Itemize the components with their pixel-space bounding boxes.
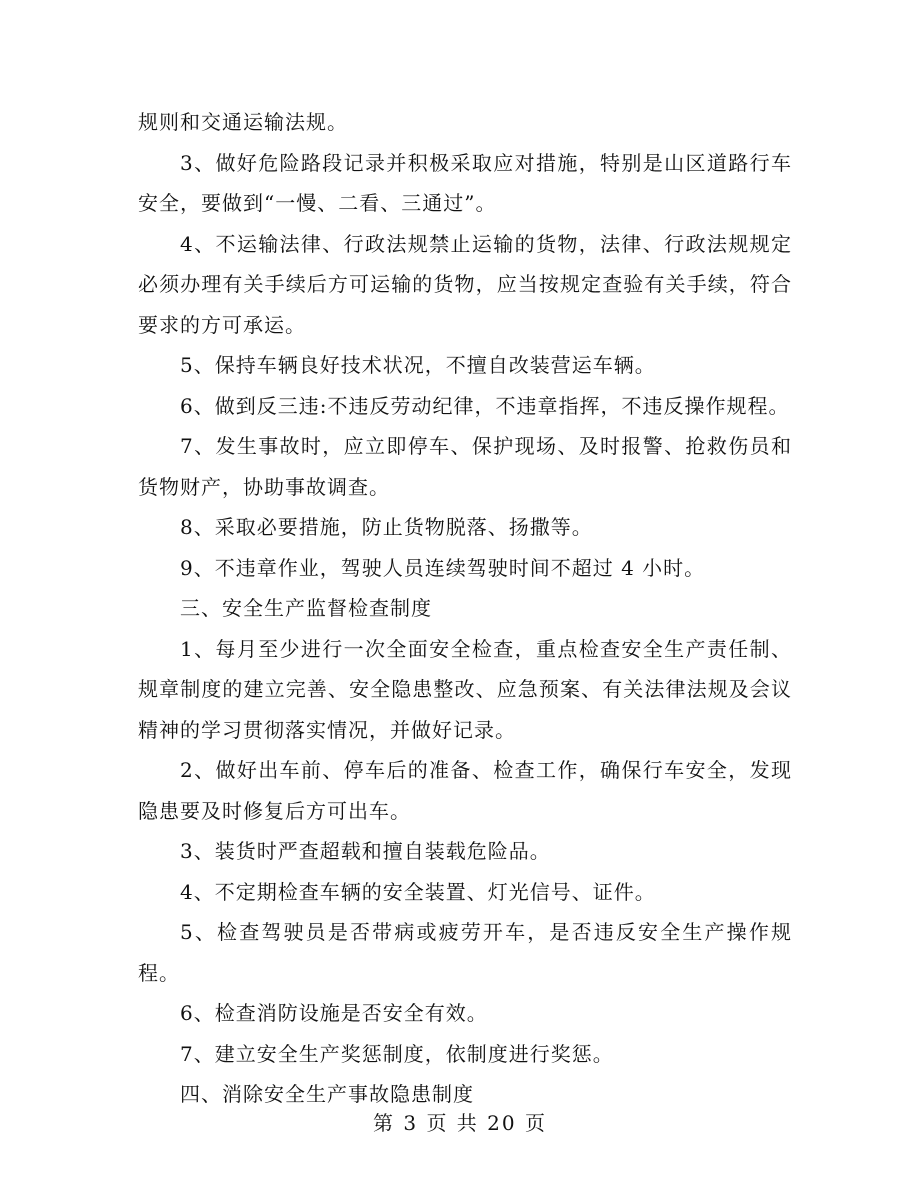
paragraph: 1、每月至少进行一次全面安全检查，重点检查安全生产责任制、规章制度的建立完善、安全隐患整改、应急预案、有关法律法规及会议精神的学习贯彻落实情况，并做好记录。 [138, 636, 792, 742]
page-footer: 第 3 页 共 20 页 [373, 1111, 547, 1135]
document-body [138, 102, 792, 1115]
section-heading: 四、消除安全生产事故隐患制度 [180, 1082, 474, 1106]
paragraph: 8、采取必要措施，防止货物脱落、扬撒等。 [180, 515, 593, 539]
paragraph: 5、检查驾驶员是否带病或疲劳开车，是否违反安全生产操作规程。 [138, 920, 792, 985]
paragraph: 7、建立安全生产奖惩制度，依制度进行奖惩。 [180, 1041, 614, 1066]
paragraph: 5、保持车辆良好技术状况，不擅自改装营运车辆。 [180, 353, 656, 377]
paragraph: 4、不定期检查车辆的安全装置、灯光信号、证件。 [180, 879, 656, 904]
paragraph: 7、发生事故时，应立即停车、保护现场、及时报警、抢救伤员和货物财产，协助事故调查。 [138, 434, 792, 499]
paragraph: 6、做到反三违:不违反劳动纪律，不违章指挥，不违反操作规程。 [180, 393, 790, 418]
paragraph: 规则和交通运输法规。 [138, 110, 348, 134]
paragraph: 6、检查消防设施是否安全有效。 [180, 1001, 488, 1025]
paragraph: 9、不违章作业，驾驶人员连续驾驶时间不超过 4 小时。 [180, 555, 706, 580]
paragraph: 2、做好出车前、停车后的准备、检查工作，确保行车安全，发现隐患要及时修复后方可出车。 [138, 758, 792, 823]
paragraph: 3、装货时严查超载和擅自装载危险品。 [180, 839, 551, 863]
paragraph: 3、做好危险路段记录并积极采取应对措施，特别是山区道路行车安全，要做到“一慢、二看、三通过”。 [138, 150, 792, 215]
paragraph: 4、不运输法律、行政法规禁止运输的货物，法律、行政法规规定必须办理有关手续后方可运输的货物，应当按规定查验有关手续，符合要求的方可承运。 [138, 231, 792, 337]
section-heading: 三、安全生产监督检查制度 [180, 596, 432, 620]
